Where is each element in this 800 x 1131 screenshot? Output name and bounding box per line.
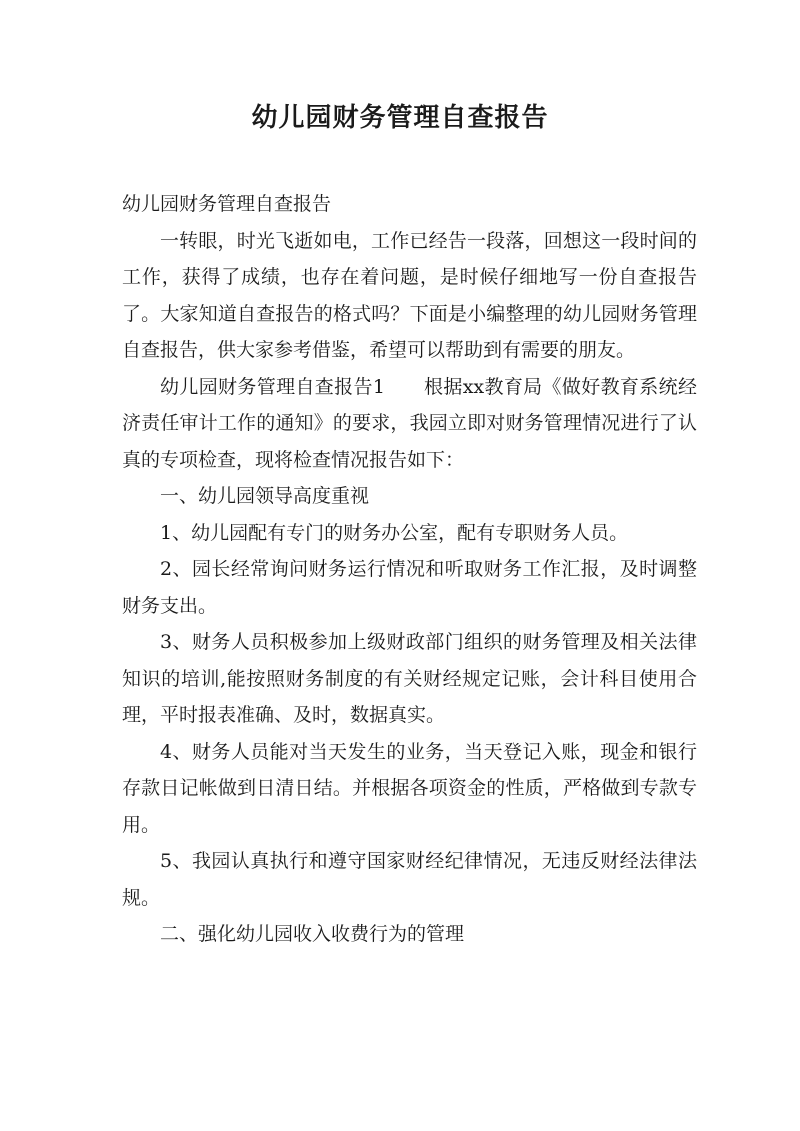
list-item-2: 2、园长经常询问财务运行情况和听取财务工作汇报，及时调整财务支出。	[122, 558, 697, 617]
list-item-5: 5、我园认真执行和遵守国家财经纪律情况，无违反财经法律法规。	[122, 850, 697, 909]
list-item-3: 3、财务人员积极参加上级财政部门组织的财务管理及相关法律知识的培训,能按照财务制度的有关财经规定记账，会计科目使用合理，平时报表准确、及时，数据真实。	[122, 631, 697, 726]
list-item-1: 1、幼儿园配有专门的财务办公室，配有专职财务人员。	[160, 521, 629, 544]
intro-paragraph: 一转眼，时光飞逝如电，工作已经告一段落，回想这一段时间的工作，获得了成绩，也存在着问题，是时候仔细地写一份自查报告了。大家知道自查报告的格式吗？下面是小编整理的幼儿园财务管理自查报告，供大家参考借鉴，希望可以帮助到有需要的朋友。	[122, 229, 697, 361]
report-opening-paragraph: 幼儿园财务管理自查报告1 根据xx教育局《做好教育系统经济责任审计工作的通知》的要求，我园立即对财务管理情况进行了认真的专项检查，现将检查情况报告如下：	[122, 375, 697, 471]
document-body	[122, 186, 697, 953]
section-heading-2: 二、强化幼儿园收入收费行为的管理	[160, 923, 465, 945]
section-heading-1: 一、幼儿园领导高度重视	[160, 485, 370, 507]
document-title: 幼儿园财务管理自查报告	[251, 103, 549, 133]
list-item-4: 4、财务人员能对当天发生的业务，当天登记入账，现金和银行存款日记帐做到日清日结。并根据各项资金的性质，严格做到专款专用。	[122, 740, 697, 836]
subtitle-paragraph: 幼儿园财务管理自查报告	[122, 193, 332, 215]
